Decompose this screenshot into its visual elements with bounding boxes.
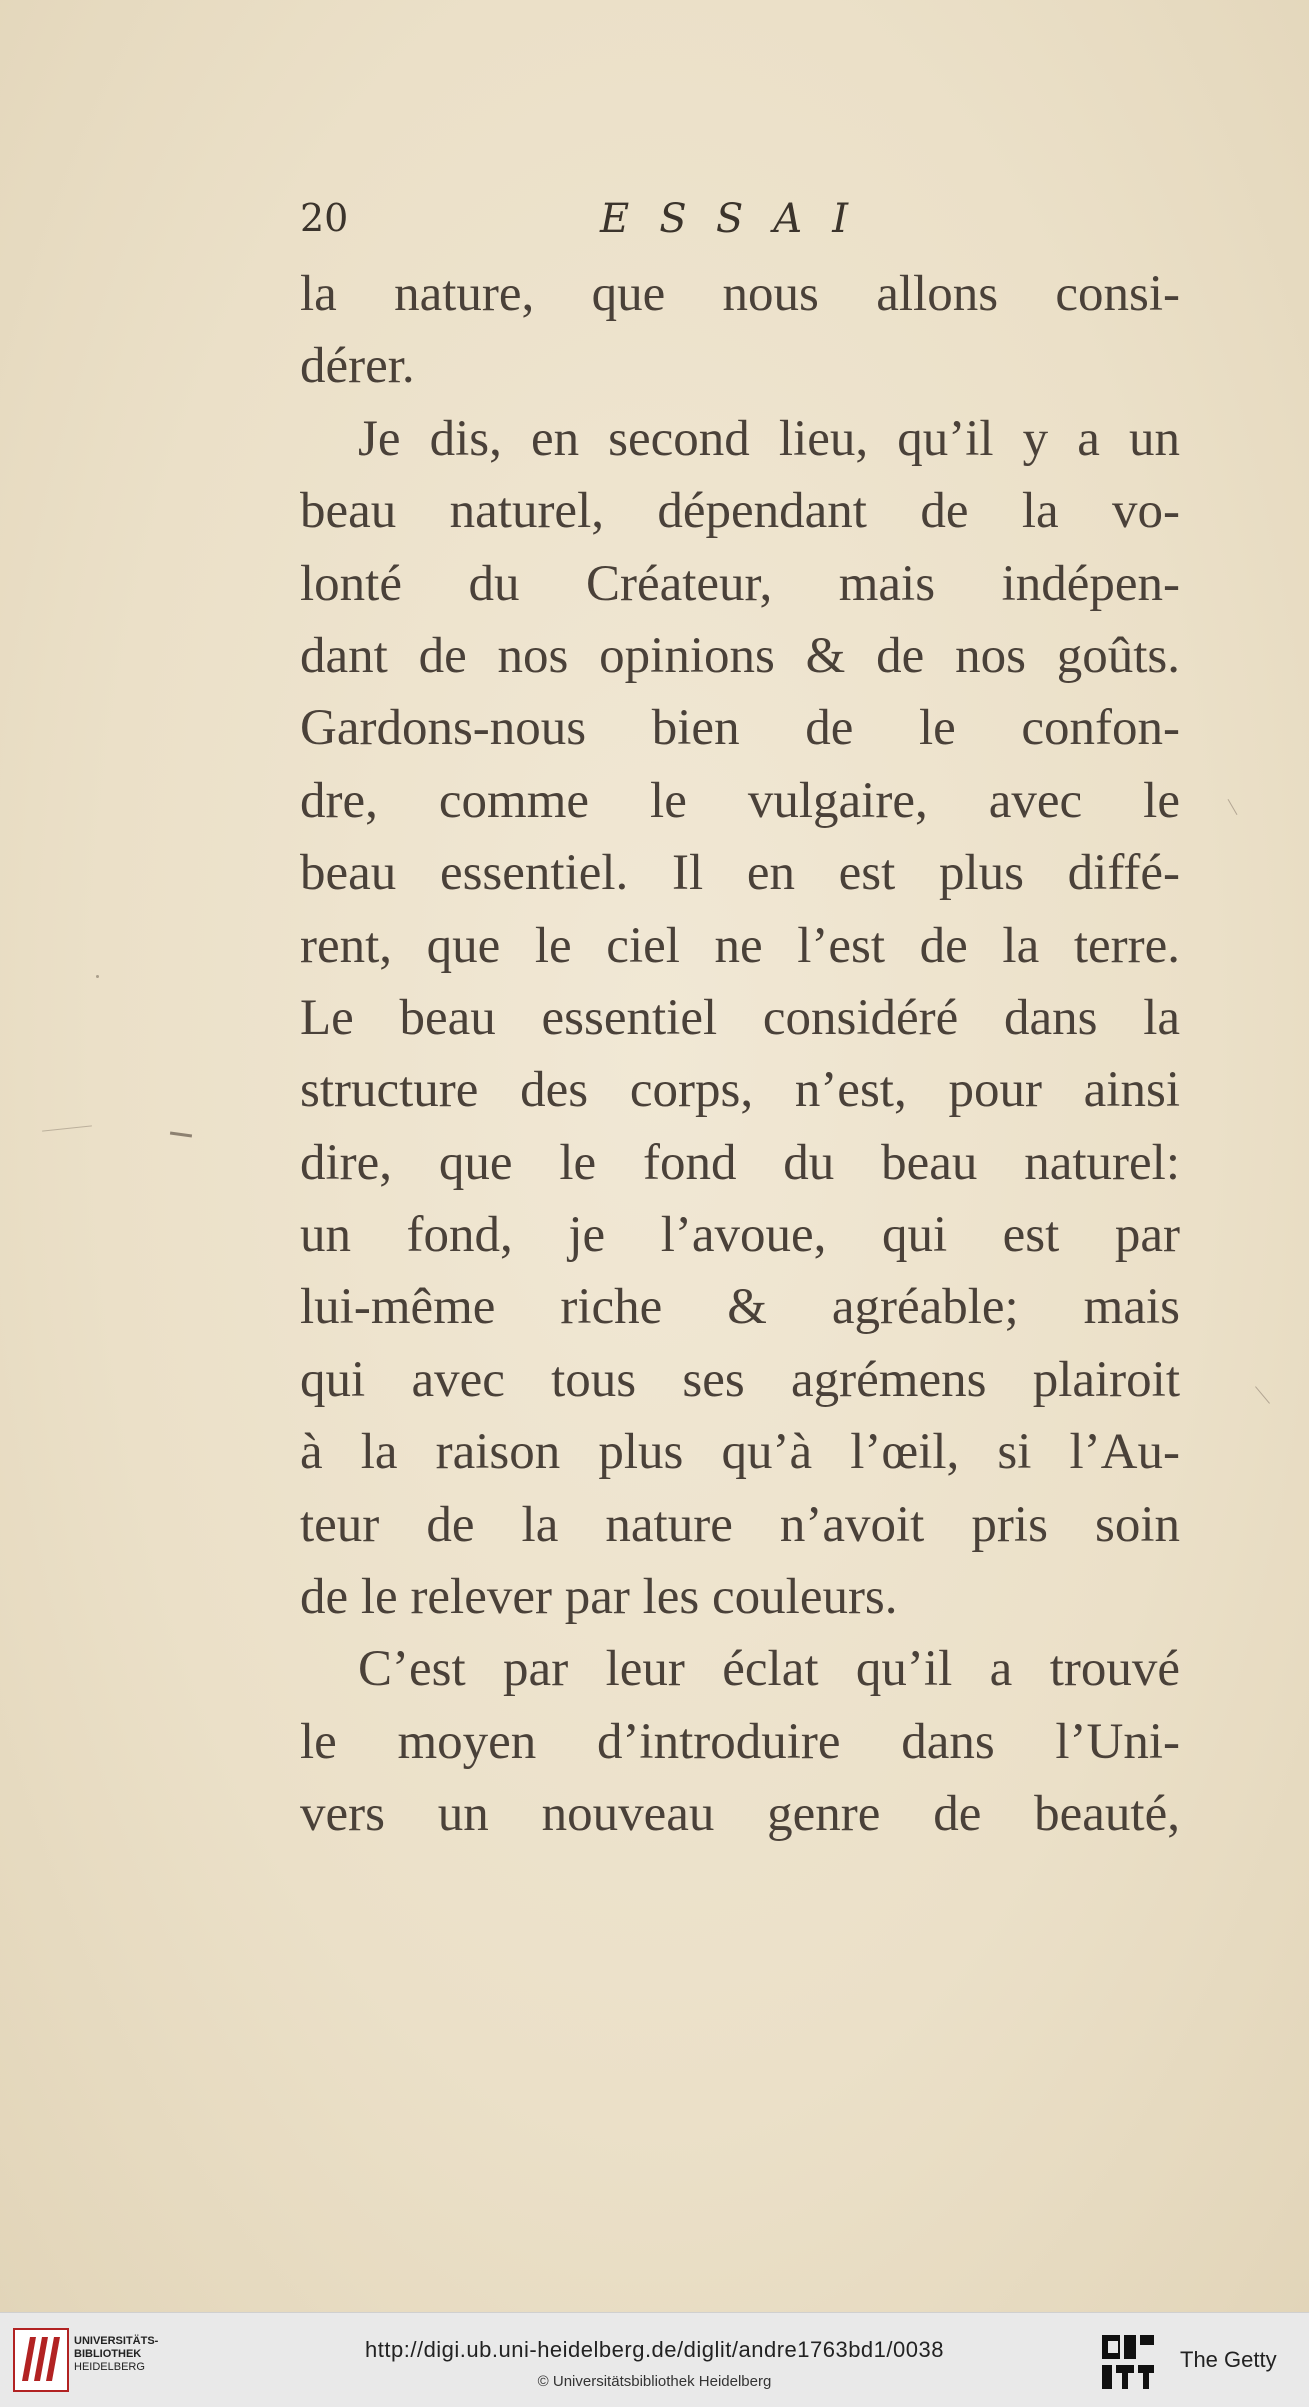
library-name-line: UNIVERSITÄTS- bbox=[74, 2335, 159, 2347]
text-line: dre, comme le vulgaire, avec le bbox=[300, 772, 1180, 829]
getty-logo-icon bbox=[1100, 2331, 1156, 2393]
partner-name: The Getty bbox=[1180, 2347, 1277, 2372]
paper-speck bbox=[96, 975, 99, 978]
text-line: dérer. bbox=[300, 338, 415, 395]
paper-speck bbox=[1228, 799, 1238, 815]
body-text bbox=[300, 258, 1180, 1851]
page-number: 20 bbox=[300, 196, 349, 240]
paper-speck bbox=[1255, 1386, 1270, 1403]
library-name-line: BIBLIOTHEK bbox=[74, 2348, 142, 2360]
text-line: un fond, je l’avoue, qui est par bbox=[300, 1207, 1180, 1264]
text-line: Gardons-nous bien de le confon- bbox=[300, 700, 1180, 757]
library-name-line: HEIDELBERG bbox=[74, 2361, 145, 2373]
text-line: de le relever par les couleurs. bbox=[300, 1569, 898, 1626]
viewer-footer bbox=[0, 2312, 1309, 2407]
paper-speck bbox=[170, 1131, 192, 1137]
text-line: Le beau essentiel considéré dans la bbox=[300, 989, 1180, 1046]
running-head: ESSAI bbox=[600, 196, 878, 242]
text-line: Je dis, en second lieu, qu’il y a un bbox=[358, 410, 1180, 467]
text-line: dire, que le fond du beau naturel: bbox=[300, 1134, 1180, 1191]
text-line: beau naturel, dépendant de la vo- bbox=[300, 483, 1180, 540]
text-line: beau essentiel. Il en est plus diffé- bbox=[300, 845, 1180, 902]
text-line: vers un nouveau genre de beauté, bbox=[300, 1786, 1180, 1843]
text-line: à la raison plus qu’à l’œil, si l’Au- bbox=[300, 1424, 1180, 1481]
text-line: C’est par leur éclat qu’il a trouvé bbox=[358, 1641, 1180, 1698]
text-line: teur de la nature n’avoit pris soin bbox=[300, 1496, 1180, 1553]
text-line: qui avec tous ses agrémens plairoit bbox=[300, 1351, 1180, 1408]
page-header bbox=[300, 196, 1180, 256]
text-line: lonté du Créateur, mais indépen- bbox=[300, 555, 1180, 612]
permalink-url[interactable]: http://digi.ub.uni-heidelberg.de/diglit/andre1763bd1/0038 bbox=[365, 2337, 944, 2362]
text-line: la nature, que nous allons consi- bbox=[300, 266, 1180, 322]
copyright-notice: © Universitätsbibliothek Heidelberg bbox=[537, 2373, 772, 2390]
text-line: structure des corps, n’est, pour ainsi bbox=[300, 1062, 1180, 1119]
text-line: dant de nos opinions & de nos goûts. bbox=[300, 627, 1180, 684]
text-line: rent, que le ciel ne l’est de la terre. bbox=[300, 917, 1180, 974]
text-line: lui-même riche & agréable; mais bbox=[300, 1279, 1180, 1336]
paper-speck bbox=[42, 1125, 92, 1131]
text-line: le moyen d’introduire dans l’Uni- bbox=[300, 1713, 1180, 1770]
